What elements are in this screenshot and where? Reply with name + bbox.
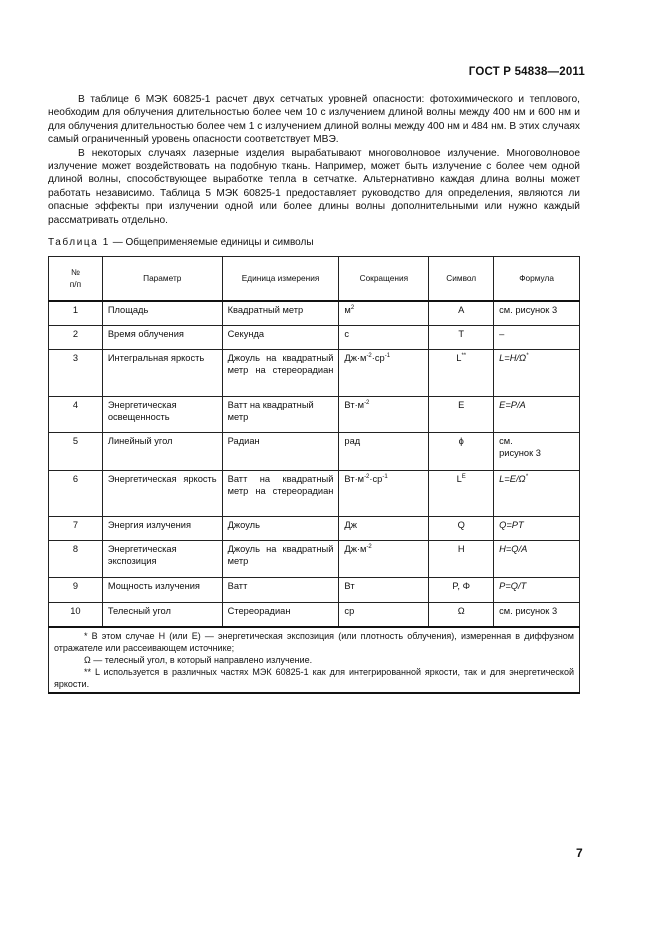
cell-formula: Q=PT (494, 517, 580, 541)
cell-formula: H=Q/A (494, 541, 580, 578)
cell-unit: Джоуль на квадратный метр (222, 541, 339, 578)
cell-abbr: ср (339, 603, 429, 627)
cell-symbol: $L^E$ (429, 471, 494, 517)
cell-formula: – (494, 326, 580, 350)
cell-symbol: L** (429, 350, 494, 397)
cell-param: Энергетическая освещенность (102, 397, 222, 433)
cell-unit: Стереорадиан (222, 603, 339, 627)
cell-unit: Джоуль (222, 517, 339, 541)
table-row (49, 326, 580, 350)
cell-formula: P=Q/T (494, 578, 580, 603)
cell-unit: Секунда (222, 326, 339, 350)
cell-unit: Квадратный метр (222, 301, 339, 326)
table-row (49, 541, 580, 578)
cell-num: 9 (49, 578, 103, 603)
cell-abbr: Дж (339, 517, 429, 541)
cell-num: 8 (49, 541, 103, 578)
cell-unit: Ватт на квадратный метр на стереорадиан (222, 471, 339, 517)
note-2: Ω — телесный угол, в который направлено излучение. (84, 654, 313, 665)
paragraph: В некоторых случаях лазерные изделия вырабатывают многоволновое излучение. Многоволновое излучение может воздействовать на подобную ткань. Например, может быть излучение с более чем одной длиной волны, способствующее выработке тепла в сетчатке. Альтернативно каждая длина волны может работать независимо. Таблица 5 МЭК 60825-1 предоставляет руководство для определения, являются ли опасные эффекты при излучении одной или более длины волны дополнительными или нужно каждый рассматривать отдельно. (48, 147, 580, 226)
cell-abbr: с (339, 326, 429, 350)
cell-param: Энергетическая яркость (102, 471, 222, 517)
cell-num: 10 (49, 603, 103, 627)
cell-formula: см. рисунок 3 (494, 301, 580, 326)
cell-num: 6 (49, 471, 103, 517)
cell-symbol: ϕ (429, 433, 494, 471)
cell-formula: L=E/Ω* (494, 471, 580, 517)
table-row (49, 517, 580, 541)
cell-unit: Ватт (222, 578, 339, 603)
table-row (49, 301, 580, 326)
cell-param: Мощность излучения (102, 578, 222, 603)
cell-num: 4 (49, 397, 103, 433)
cell-param: Площадь (102, 301, 222, 326)
cell-formula: см. рисунок 3 (494, 433, 580, 471)
cell-param: Линейный угол (102, 433, 222, 471)
cell-num: 2 (49, 326, 103, 350)
header-symbol: Символ (429, 257, 494, 301)
header-num: № п/п (49, 257, 103, 301)
cell-abbr: рад (339, 433, 429, 471)
units-table (48, 256, 580, 694)
document-code: ГОСТ Р 54838—2011 (468, 66, 585, 78)
header-formula: Формула (494, 257, 580, 301)
cell-abbr: $м^2$ (339, 301, 429, 326)
table-caption (48, 237, 314, 248)
cell-param: Энергия излучения (102, 517, 222, 541)
page-number: 7 (576, 846, 583, 860)
cell-symbol: Ω (429, 603, 494, 627)
cell-abbr: $Вт\cdot м^{-2}\cdot ср^{-1}$ (339, 471, 429, 517)
cell-symbol: Q (429, 517, 494, 541)
header-abbr: Сокращения (339, 257, 429, 301)
table-row (49, 603, 580, 627)
cell-param: Энергетическая экспозиция (102, 541, 222, 578)
cell-param: Телесный угол (102, 603, 222, 627)
note-3: ** L используется в различных частях МЭК 60825-1 как для интегрированной яркости, так и для энергетической яркости. (54, 666, 574, 689)
cell-abbr: $Дж\cdot м^{-2}$ (339, 541, 429, 578)
cell-abbr: Вт (339, 578, 429, 603)
note-1: * В этом случае H (или E) — энергетическая экспозиция (или плотность облучения), измеренная в диффузном отражателе или рассеивающем источнике; (54, 630, 574, 653)
table-notes-row (49, 627, 580, 693)
cell-abbr: $Вт\cdot м^{-2}$ (339, 397, 429, 433)
body-text (48, 93, 580, 227)
cell-formula: L=H/Ω* (494, 350, 580, 397)
cell-abbr: $Дж\cdot м^{-2}\cdot ср^{-1}$ (339, 350, 429, 397)
cell-param: Интегральная яркость (102, 350, 222, 397)
table-row (49, 397, 580, 433)
table-notes (49, 627, 580, 693)
cell-symbol: P, Φ (429, 578, 494, 603)
cell-symbol: T (429, 326, 494, 350)
table-row (49, 433, 580, 471)
cell-num: 3 (49, 350, 103, 397)
cell-param: Время облучения (102, 326, 222, 350)
cell-num: 7 (49, 517, 103, 541)
header-unit: Единица измерения (222, 257, 339, 301)
cell-num: 1 (49, 301, 103, 326)
table-header-row (49, 257, 580, 301)
cell-unit: Ватт на квадратный метр (222, 397, 339, 433)
table-row (49, 471, 580, 517)
cell-unit: Джоуль на квадратный метр на стереорадиан (222, 350, 339, 397)
paragraph: В таблице 6 МЭК 60825-1 расчет двух сетчатых уровней опасности: фотохимического и теплового, необходим для облучения длительностью более чем 10 с излучением длиной волны между 400 нм и 600 нм и для облучения длительностью более чем 1 с излучением длиной волны между 400 нм и 484 нм. В этих случаях самый ограниченный уровень опасности соответствует МВЭ. (48, 94, 580, 146)
cell-symbol: H (429, 541, 494, 578)
header-param: Параметр (102, 257, 222, 301)
table-row (49, 578, 580, 603)
table-caption-label: Таблица 1 (48, 237, 110, 248)
cell-symbol: A (429, 301, 494, 326)
cell-formula: см. рисунок 3 (494, 603, 580, 627)
table-row (49, 350, 580, 397)
cell-symbol: E (429, 397, 494, 433)
cell-formula: E=P/A (494, 397, 580, 433)
cell-unit: Радиан (222, 433, 339, 471)
cell-num: 5 (49, 433, 103, 471)
table-caption-text: — Общеприменяемые единицы и символы (109, 237, 314, 248)
